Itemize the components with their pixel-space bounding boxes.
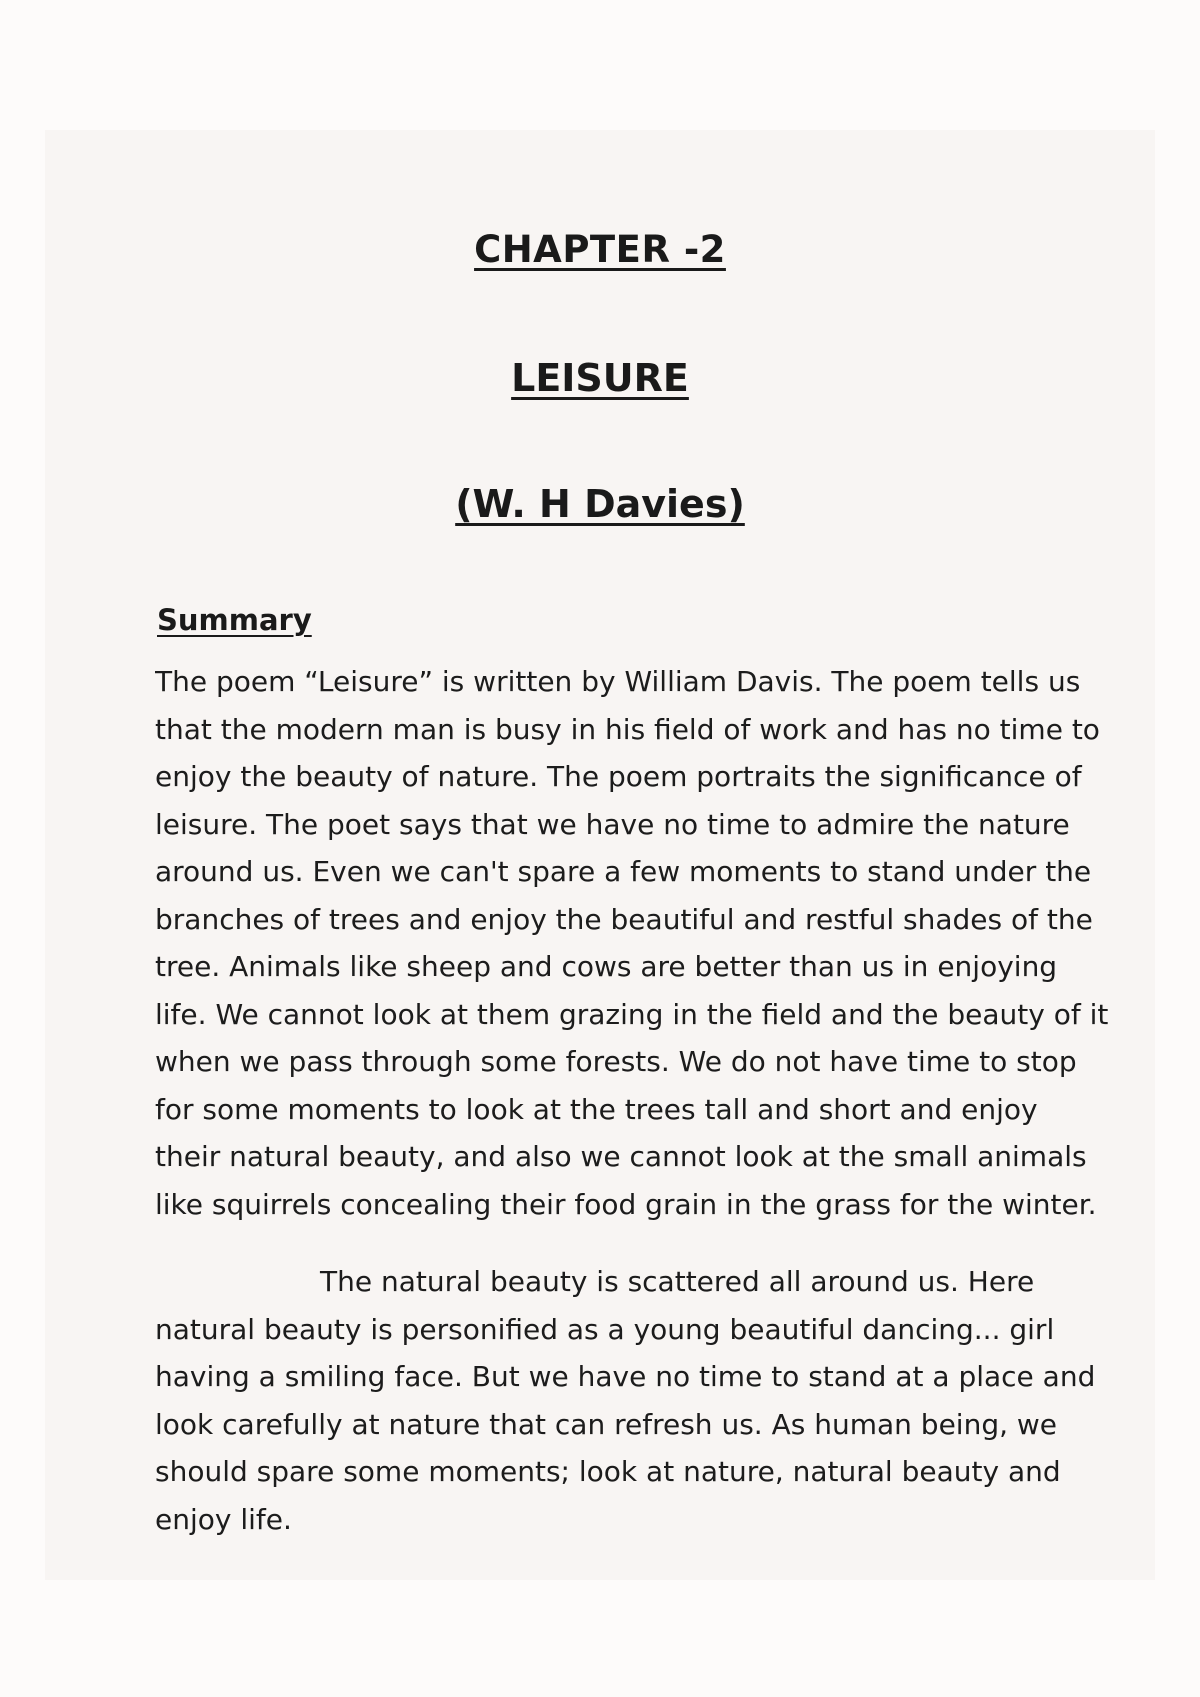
text-line: leisure. The poet says that we have no time to admire the nature	[155, 807, 1070, 841]
text-line: The natural beauty is scattered all around us. Here	[320, 1265, 1035, 1298]
text-line: enjoy the beauty of nature. The poem portraits the significance of	[155, 760, 1082, 793]
text-line: should spare some moments; look at nature, natural beauty and	[155, 1455, 1061, 1488]
summary-paragraph-1	[155, 658, 1155, 1228]
poem-title: LEISURE	[511, 356, 689, 400]
text-line: branches of trees and enjoy the beautiful and restful shades of the	[155, 902, 1093, 936]
text-line: for some moments to look at the trees tall and short and enjoy	[155, 1092, 1038, 1126]
text-line: natural beauty is personified as a young beautiful dancing... girl	[155, 1312, 1055, 1346]
text-line: their natural beauty, and also we cannot look at the small animals	[155, 1140, 1087, 1173]
text-line: enjoy life.	[155, 1502, 292, 1536]
text-line: having a smiling face. But we have no time to stand at a place and	[155, 1360, 1096, 1393]
text-line: around us. Even we can't spare a few moments to stand under the	[155, 855, 1092, 888]
text-line: that the modern man is busy in his field of work and has no time to	[155, 712, 1100, 746]
text-line: look carefully at nature that can refresh us. As human being, we	[155, 1407, 1058, 1441]
text-line: when we pass through some forests. We do not have time to stop	[155, 1045, 1077, 1078]
text-line: tree. Animals like sheep and cows are better than us in enjoying	[155, 950, 1058, 983]
text-line: life. We cannot look at them grazing in the field and the beauty of it	[155, 997, 1109, 1031]
poem-author: (W. H Davies)	[455, 482, 745, 526]
summary-heading: Summary	[157, 603, 312, 637]
summary-paragraph-2	[155, 1258, 1155, 1543]
chapter-heading: CHAPTER -2	[474, 228, 726, 271]
text-line: The poem “Leisure” is written by William Davis. The poem tells us	[155, 665, 1081, 698]
text-line: like squirrels concealing their food grain in the grass for the winter.	[155, 1187, 1097, 1221]
